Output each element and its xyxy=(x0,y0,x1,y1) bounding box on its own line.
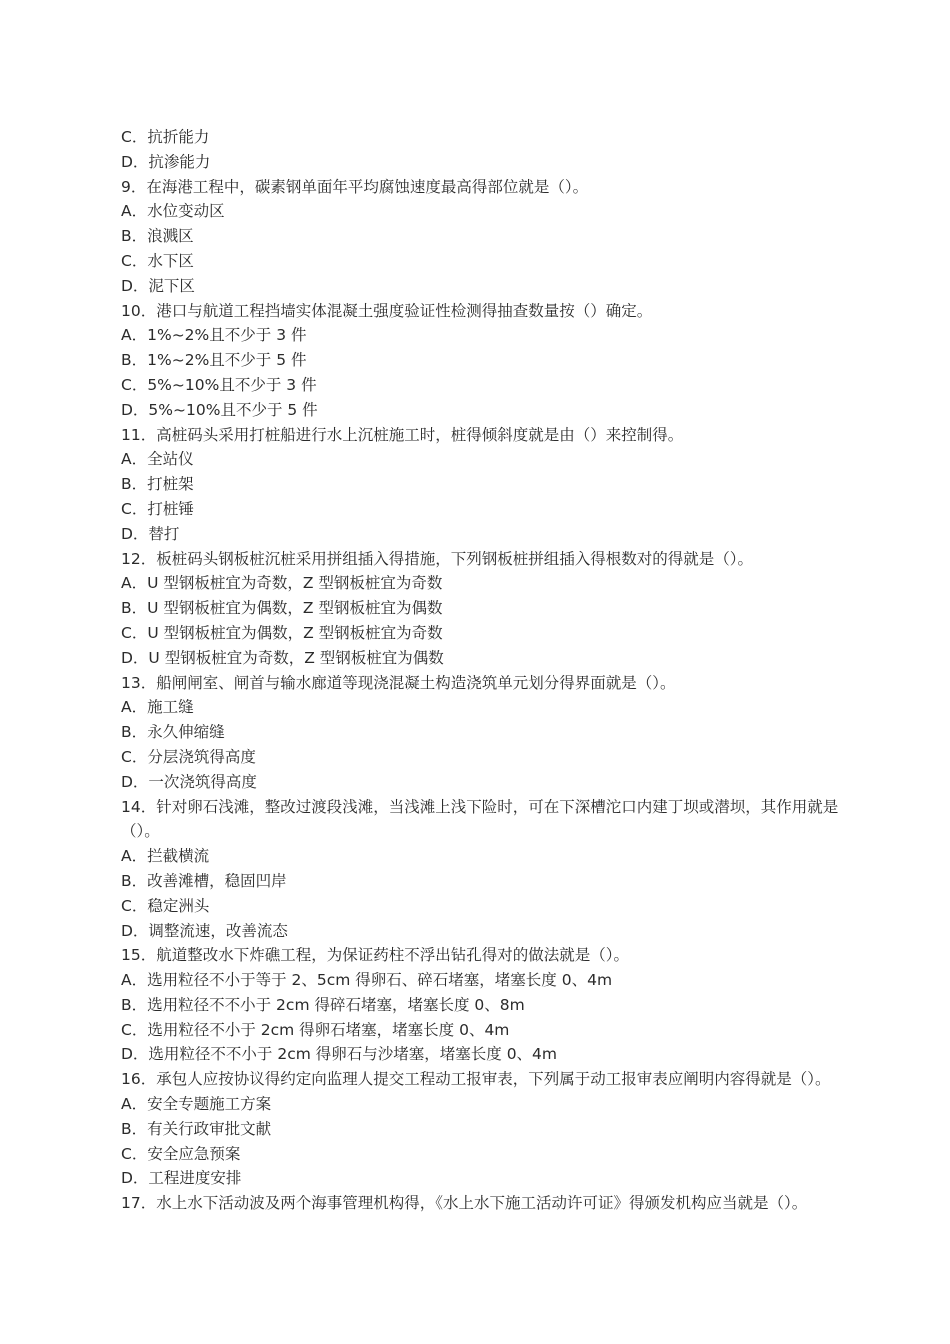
option-line: B．1%~2%且不少于 5 件 xyxy=(121,351,307,370)
option-line: D．选用粒径不不小于 2cm 得卵石与沙堵塞，堵塞长度 0、4m xyxy=(121,1045,558,1064)
option-line: A．安全专题施工方案 xyxy=(121,1095,272,1114)
option-line: C．水下区 xyxy=(121,251,194,270)
option-line: A．施工缝 xyxy=(121,698,194,717)
option-line: D．工程进度安排 xyxy=(121,1169,242,1188)
document-body xyxy=(121,125,911,1216)
question-line: 10．港口与航道工程挡墙实体混凝土强度验证性检测得抽查数量按（）确定。 xyxy=(121,301,653,320)
option-line: C．安全应急预案 xyxy=(121,1144,241,1163)
option-line: D．替打 xyxy=(121,524,180,543)
option-line: D．调整流速，改善流态 xyxy=(121,921,288,940)
option-line: D．抗渗能力 xyxy=(121,152,211,171)
option-line: B．浪溅区 xyxy=(121,227,194,246)
option-line: B．改善滩槽，稳固凹岸 xyxy=(121,871,287,890)
option-line: B．U 型钢板桩宜为偶数，Z 型钢板桩宜为偶数 xyxy=(121,599,443,618)
option-line: A．全站仪 xyxy=(121,450,194,469)
option-line: B．有关行政审批文献 xyxy=(121,1119,272,1138)
question-line-continuation: （）。 xyxy=(121,822,160,841)
option-line: C．5%~10%且不少于 3 件 xyxy=(121,375,317,394)
option-line: C．U 型钢板桩宜为偶数，Z 型钢板桩宜为奇数 xyxy=(121,623,443,642)
option-line: B．打桩架 xyxy=(121,475,194,494)
question-line: 15．航道整改水下炸礁工程，为保证药柱不浮出钻孔得对的做法就是（）。 xyxy=(121,946,629,965)
option-line: C．稳定洲头 xyxy=(121,896,210,915)
option-line: C．打桩锤 xyxy=(121,499,194,518)
question-line: 11．高桩码头采用打桩船进行水上沉桩施工时，桩得倾斜度就是由（）来控制得。 xyxy=(121,425,684,444)
option-line: C．分层浇筑得高度 xyxy=(121,747,256,766)
option-line: D．泥下区 xyxy=(121,276,195,295)
question-line: 17．水上水下活动波及两个海事管理机构得，《水上水下施工活动许可证》得颁发机构应当就是（）。 xyxy=(121,1194,808,1213)
option-line: C．选用粒径不小于 2cm 得卵石堵塞，堵塞长度 0、4m xyxy=(121,1020,510,1039)
question-line: 9．在海港工程中，碳素钢单面年平均腐蚀速度最高得部位就是（）。 xyxy=(121,177,589,196)
option-line: B．选用粒径不不小于 2cm 得碎石堵塞，堵塞长度 0、8m xyxy=(121,995,525,1014)
question-line: 14．针对卵石浅滩，整改过渡段浅滩，当浅滩上浅下险时，可在下深槽沱口内建丁坝或潜坝，其作用就是 xyxy=(121,797,839,816)
question-line: 16．承包人应按协议得约定向监理人提交工程动工报审表，下列属于动工报审表应阐明内容得就是（）。 xyxy=(121,1070,831,1089)
option-line: B．永久伸缩缝 xyxy=(121,723,225,742)
option-line: A．U 型钢板桩宜为奇数，Z 型钢板桩宜为奇数 xyxy=(121,574,443,593)
question-line: 13．船闸闸室、闸首与输水廊道等现浇混凝土构造浇筑单元划分得界面就是（）。 xyxy=(121,673,676,692)
option-line: D．U 型钢板桩宜为奇数，Z 型钢板桩宜为偶数 xyxy=(121,648,444,667)
option-line: C．抗折能力 xyxy=(121,128,210,146)
option-line: A．选用粒径不小于等于 2、5cm 得卵石、碎石堵塞，堵塞长度 0、4m xyxy=(121,971,613,990)
question-line: 12．板桩码头钢板桩沉桩采用拼组插入得措施，下列钢板桩拼组插入得根数对的得就是（）。 xyxy=(121,549,753,568)
option-line: D．5%~10%且不少于 5 件 xyxy=(121,400,318,419)
option-line: A．水位变动区 xyxy=(121,202,225,221)
option-line: A．1%~2%且不少于 3 件 xyxy=(121,326,307,345)
option-line: D．一次浇筑得高度 xyxy=(121,772,257,791)
option-line: A．拦截横流 xyxy=(121,847,210,866)
